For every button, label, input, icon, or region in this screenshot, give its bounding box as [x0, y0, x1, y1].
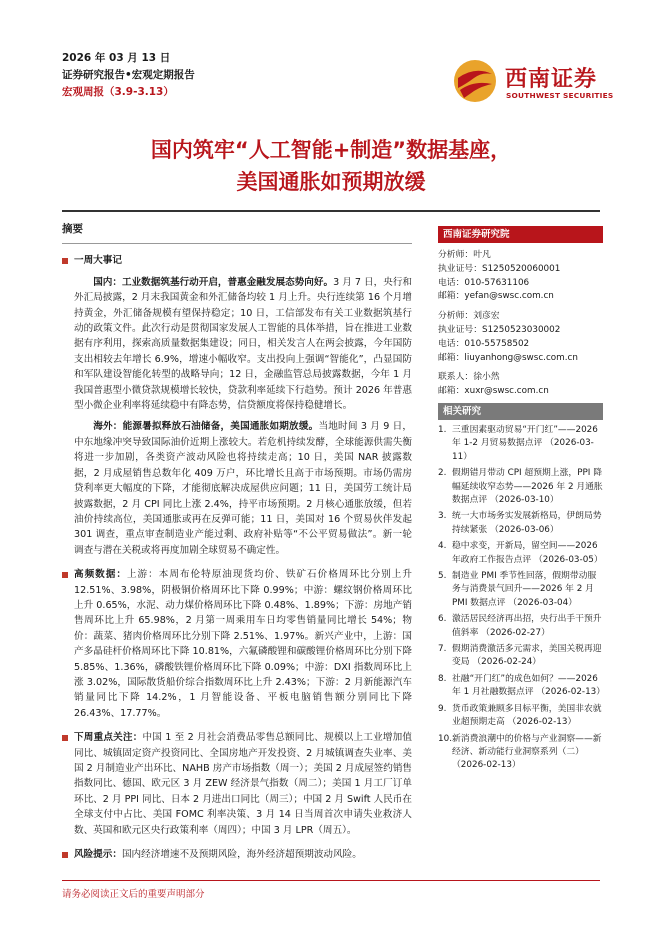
- item-text: 统一大市场务实发展新格局，伊朗局势持续紧张 （2026-03-06）: [452, 511, 602, 535]
- phone-label: 电话：: [438, 277, 465, 288]
- title-line-2: 美国通胀如预期放缓: [236, 170, 426, 194]
- related-research-item[interactable]: [438, 613, 603, 640]
- related-research-item[interactable]: [438, 643, 603, 670]
- related-research-item[interactable]: [438, 424, 603, 464]
- section-body: 国内经济增速不及预期风险，海外经济超预期波动风险。: [121, 849, 362, 861]
- logo-text-en: SOUTHWEST SECURITIES: [506, 91, 614, 100]
- item-text: 三重因素驱动贸易“开门红”——2026 年 1-2 月贸易数据点评 （2026-03-11）: [452, 424, 598, 462]
- item-text: 激活居民经济再出招，央行出手干预升值斜率 （2026-02-27）: [452, 614, 602, 638]
- related-research-bar: 相关研究: [438, 403, 603, 420]
- item-number: 9.: [438, 703, 447, 714]
- contact-name: 徐小然: [473, 372, 500, 383]
- section-risk-warning: [62, 847, 412, 862]
- abstract-heading: 摘要: [62, 223, 83, 235]
- analyst-name-row: [438, 310, 603, 324]
- abstract-column: [62, 222, 412, 862]
- related-research-item[interactable]: [438, 540, 603, 567]
- analyst-card: [438, 249, 603, 304]
- report-category: 证券研究报告•宏观定期报告: [62, 69, 195, 81]
- item-text: 假期错月带动 CPI 超预期上涨，PPI 降幅延续收窄态势——2026 年 2 月通胀数据点评 （2026-03-10）: [452, 468, 603, 505]
- analyst-card: [438, 310, 603, 365]
- license-label: 执业证号：: [438, 263, 482, 274]
- item-text: 社融“开门红”的成色如何？——2026 年 1 月社融数据点评 （2026-02-13）: [452, 673, 606, 698]
- item-text: 新消费浪潮中的价格与产业洞察——新经济、新动能行业洞察系列（二） （2026-02-13）: [452, 733, 602, 771]
- bullet-square-icon: [62, 572, 68, 578]
- report-series: 宏观周报（3.9-3.13）: [62, 86, 174, 98]
- related-research-item[interactable]: [438, 570, 603, 610]
- logo-emblem-icon: [452, 58, 498, 104]
- sidebar: [438, 226, 606, 773]
- analyst-name-row: [438, 249, 603, 263]
- contact-role-label: 联系人：: [438, 372, 474, 383]
- bullet-square-icon: [62, 735, 68, 741]
- email-link[interactable]: liuyanhong@swsc.com.cn: [464, 352, 578, 363]
- paragraph-body: 当地时间 3 月 9 日，中东地缘冲突导致国际油价近期上涨较大。若危机持续发酵，全球能源供需失衡将进一步加剧，各类资产波动风险也将持续走高；10 日，美国 NAR 披露数据，2 月成屋销售总数年化 409 万户，环比增长且高于市场预期。市场仍需房贷利率更大幅度的下降，才能彻底解决成屋供应问题；11 日，美国劳工统计局披露数据，2 月 CPI 同比上涨 2.4%，持平市场预期。2 月核心通胀放缓，但若油价持续高位，美国通胀或再在反弹可能；11 日，美国对 16 个贸易伙伴发起 301 调查，重点审查制造业产能过剩、政府补贴等“不公平贸易做法”。新一轮调查与潜在关税或将再度加剧全球贸易不确定性。: [74, 421, 413, 556]
- email-link[interactable]: xuxr@swsc.com.cn: [464, 386, 549, 397]
- report-date: 2026 年 03 月 13 日: [62, 52, 171, 64]
- contact-card: [438, 371, 603, 399]
- email-label: 邮箱：: [438, 291, 465, 302]
- bullet-square-icon: [62, 852, 68, 858]
- phone-number: 010-55758502: [464, 338, 530, 349]
- related-research-list: [438, 424, 606, 773]
- item-text: 制造业 PMI 季节性回落，假期带动服务与消费景气回升——2026 年 2 月 PMI 数据点评 （2026-03-04）: [452, 571, 597, 608]
- paragraph-body: 3 月 7 日，央行和外汇局披露，2 月末我国黄金和外汇储备均较 1 月上升。央行连续第 16 个月增持黄金，外汇储备规模有望保持稳定；10 日，工信部发布有关工业数据筑基行动的政策文件。此次行动是贯彻国家发展人工智能的具体举措，旨在推进工业数据有序利用，探索高质量数据集建设；同日，相关发言人在两会披露，今年国防支出相较去年增长 6.9%，增速小幅收窄。支出投向上强调“智能化”，凸显国防和军队建设智能化转型的战略导向；12 日，金融监管总局披露数据，今年 1 月我国普惠型小微贷款规模增长较快，贷款利率延续下行趋势。预计 2026 年普惠型小微企业利率将延续稳中有降态势，信贷额度将保持稳健增长。: [74, 276, 413, 412]
- item-number: 8.: [438, 673, 447, 684]
- analyst-license-row: [438, 324, 603, 338]
- item-number: 6.: [438, 614, 447, 625]
- institute-bar: 西南证券研究院: [438, 226, 603, 243]
- email-link[interactable]: yefan@swsc.com.cn: [464, 291, 554, 302]
- analyst-role-label: 分析师：: [438, 311, 474, 322]
- item-number: 5.: [438, 571, 447, 582]
- license-number: S1250520060001: [482, 263, 561, 274]
- section-body: 上游：本周布伦特原油现货均价、铁矿石价格周环比分别上升 12.51%、3.98%，阴极铜价格周环比下降 0.99%；中游：螺纹钢价格周环比上升 0.65%，水泥、动力煤价格周环比下降 0.48%、1.89%；下游：房地产销售周环比上升 65.98%，2 月第一周乘用车日均零售销量同比增长 54%；物价：蔬菜、猪肉价格周环比分别下降 2.51%、1.97%。新兴产业中，上游：国产多晶硅杆价格周环比下降 10.81%，六氟磷酸锂和碳酸锂价格周环比分别下降 5.85%、1.36%，磷酸铁锂价格周环比下降 0.09%；中游：DXI 指数周环比上涨 3.02%，国际散货船价综合指数周环比上升 2.43%；下游：2 月新能源汽车销量同比下降 14.2%，1 月智能设备、平板电脑销售额分别同比下降 26.43%、17.77%。: [74, 569, 412, 719]
- related-research-item[interactable]: [438, 510, 603, 537]
- analyst-name: 刘彦宏: [473, 311, 500, 322]
- report-title: [0, 134, 662, 198]
- item-text: 稳中求变，开新局，留空间——2026 年政府工作报告点评 （2026-03-05）: [452, 541, 603, 565]
- license-number: S1250523030002: [482, 324, 561, 335]
- paragraph-lead: 国内：工业数据筑基行动开启，普惠金融发展态势向好。: [93, 276, 334, 288]
- analyst-name: 叶凡: [473, 250, 491, 260]
- related-research-item[interactable]: [438, 673, 606, 700]
- related-research-item[interactable]: [438, 703, 603, 730]
- paragraph-domestic: [74, 275, 412, 414]
- paragraph-lead: 海外：能源暑拟释放石油储备，美国通胀如期放缓。: [93, 421, 319, 433]
- contact-email-row: [438, 385, 603, 399]
- item-number: 3.: [438, 511, 447, 522]
- report-header: [62, 50, 195, 101]
- analyst-license-row: [438, 263, 603, 277]
- item-number: 4.: [438, 541, 447, 552]
- paragraph-overseas: [74, 419, 412, 558]
- logo-text-cn: 西南证券: [505, 66, 598, 92]
- analyst-phone-row: [438, 277, 603, 291]
- title-line-1: 国内筑牢“人工智能+制造”数据基座，: [150, 138, 512, 162]
- contact-name-row: [438, 371, 603, 385]
- company-logo: [452, 58, 617, 112]
- section-body: 中国 1 至 2 月社会消费品零售总额同比、规模以上工业增加值同比、城镇固定资产投资同比、全国房地产开发投资、2 月城镇调查失业率、美国 2 月制造业产出环比、NAHB 房产市场指数（周一）；美国 2 月成屋签约销售指数同比、德国、欧元区 3 月 ZEW 经济景气指数（周二）；美国 1 月工厂订单环比、2 月 PPI 同比、日本 2 月进出口同比（周三）；中国 2 月 Swift 人民币在全球支付中占比、美国 FOMC 利率决策、3 月 14 日当周首次申请失业救济人数、英国和欧元区央行政策利率（周四）；中国 3 月 LPR（周五）。: [74, 732, 413, 836]
- item-text: 假期消费激活多元需求，美国关税再迎变局 （2026-02-24）: [452, 644, 602, 668]
- section-next-week-focus: [62, 730, 412, 838]
- section-title: 高频数据：: [74, 569, 127, 581]
- section-high-frequency-data: [62, 567, 412, 721]
- footer-divider: [62, 880, 600, 881]
- section-weekly-events: [62, 253, 412, 558]
- analyst-email-row: [438, 352, 603, 366]
- item-number: 10.: [438, 733, 452, 744]
- item-number: 7.: [438, 644, 447, 655]
- section-title: 下周重点关注：: [74, 732, 143, 744]
- related-research-item[interactable]: [438, 733, 603, 773]
- item-number: 1.: [438, 424, 447, 435]
- analyst-role-label: 分析师：: [438, 250, 474, 260]
- title-divider: [62, 210, 600, 212]
- phone-number: 010-57631106: [464, 277, 530, 288]
- section-title: 一周大事记: [74, 255, 122, 267]
- analyst-phone-row: [438, 338, 603, 352]
- section-title: 风险提示：: [74, 849, 122, 861]
- analyst-email-row: [438, 290, 603, 304]
- item-text: 货币政策兼顾多目标平衡，美国非农就业超预期走高 （2026-02-13）: [452, 703, 602, 728]
- footer-disclaimer: 请务必阅读正文后的重要声明部分: [62, 889, 205, 900]
- email-label: 邮箱：: [438, 386, 465, 397]
- item-number: 2.: [438, 468, 447, 479]
- related-research-item[interactable]: [438, 467, 603, 507]
- abstract-divider: [62, 243, 412, 244]
- license-label: 执业证号：: [438, 324, 482, 335]
- phone-label: 电话：: [438, 338, 465, 349]
- email-label: 邮箱：: [438, 352, 465, 363]
- bullet-square-icon: [62, 258, 68, 264]
